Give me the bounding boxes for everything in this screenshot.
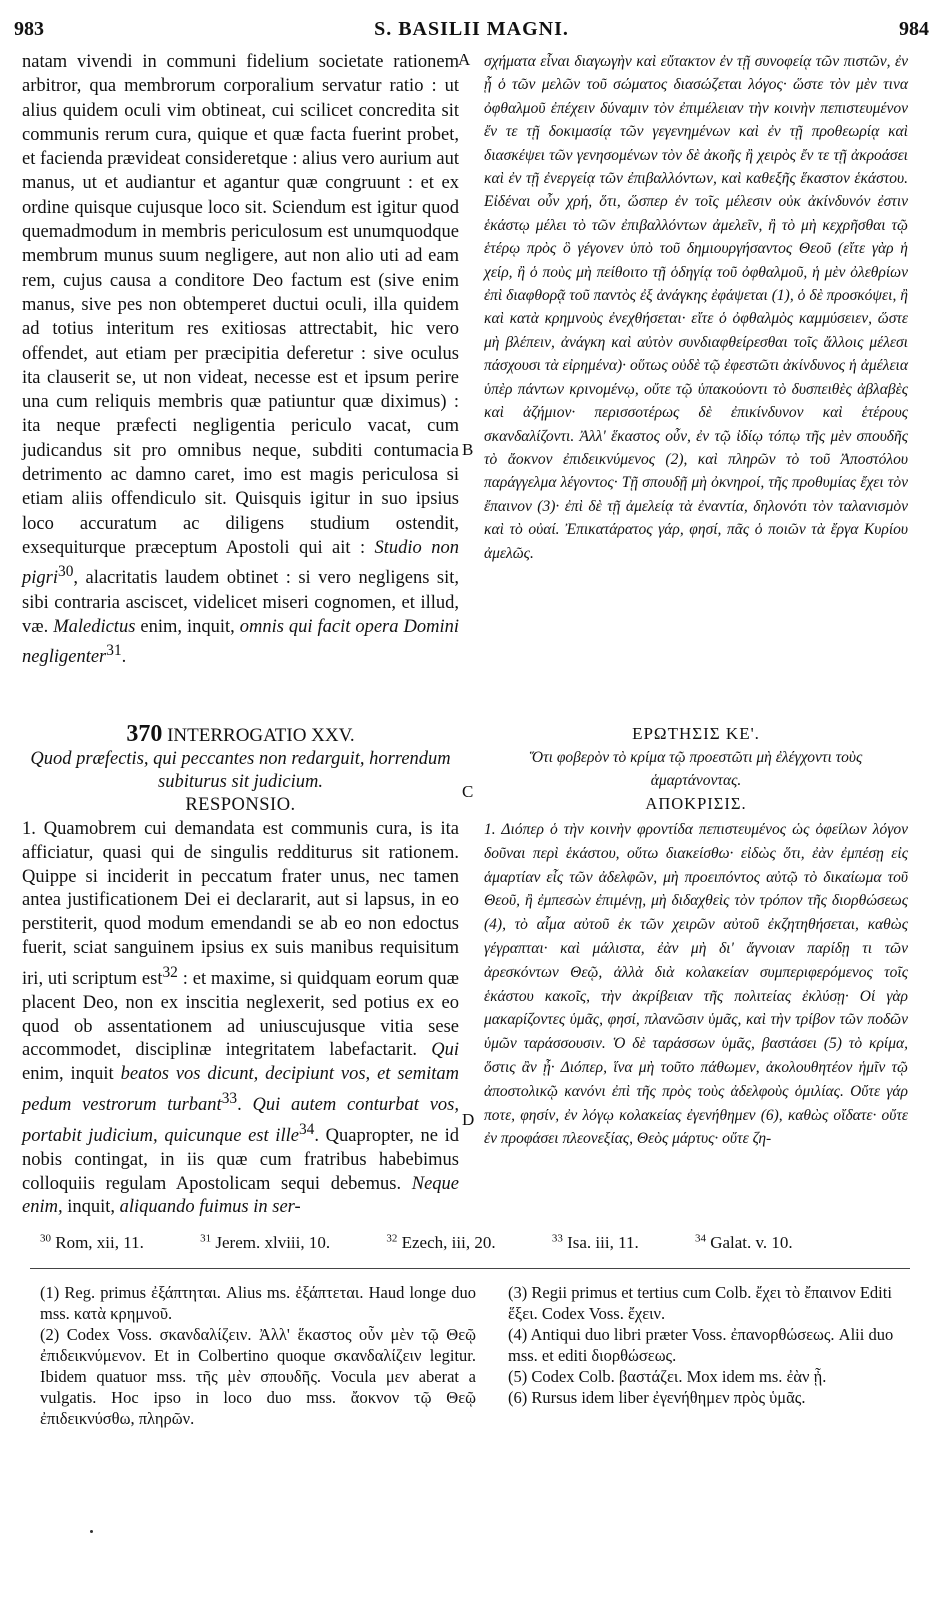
greek-body: [484, 818, 908, 1151]
greek-question-title: Ὅτι φοβερὸν τὸ κρίμα τῷ προεστῶτι μὴ ἐλέγχοντι τοὺς ἁμαρτάνοντας.: [529, 749, 863, 789]
running-title: S. BASILII MAGNI.: [374, 18, 569, 40]
stray-mark: [90, 1530, 93, 1533]
scripture-ref: $^{34}$ Galat. v. 10.: [694, 1232, 793, 1252]
margin-letter-b: B: [462, 440, 474, 459]
margin-letter-d: D: [462, 1110, 475, 1129]
footnote: (2) Codex Voss. σκανδαλίζειν. Ἀλλ' ἕκαστος οὖν μὲν τῷ Θεῷ ἐπιδεικνύμενον. Et in Colbertino quoque σκανδαλίζειν legitur. Ibidem quatuor mss. τῆς μὲν σπουδῆς. Vocula μεν aberat a vulgatis. Hoc ipso in loco duo mss. ἄοκνον τῷ Θεῷ ἐπιδεικνύσθω, πληρῶν.: [40, 1325, 476, 1428]
erotesis-label: ΕΡΩΤΗΣΙΣ ΚΕ'.: [632, 724, 760, 743]
footnote: (6) Rursus idem liber ἐγενήθημεν πρὸς ὑμᾶς.: [508, 1388, 806, 1407]
latin-paragraph-answer: 1. Quamobrem cui demandata est communis cura, is ita afficiatur, quasi qui de singulis redditurus sit rationem. Quippe si inciderit in peccatum frater unus, nec tamen antea justificationem Dei ei declararit, aut si lapsus, in eo perstiterit, quod modum emendandi se ab eo non edoctus fuerit, sciat sanguinem ipsius ex suis manibus requisitum iri, uti scriptum est$^{32}$ : et maxime, si quidquam eorum quæ placent Deo, non ex inscitia neglexerit, sed potius ex eo quod ob assentationem ad uniuscujusque vitia sese accommodet, disciplinæ integritatem labefactarit. Qui enim, inquit beatos vos dicunt, decipiunt vos, et semitam pedum vestrorum turbant$^{33}$. Qui autem conturbat vos, portabit judicium, quicunque est ille$^{34}$. Quapropter, ne id nobis contingat, in iis quæ cum fratribus habebimus colloquiis regulam Apostolicam sequi debemus. Neque enim, inquit, aliquando fuimus in ser-: [22, 819, 460, 1218]
footnote: (3) Regii primus et tertius cum Colb. ἔχει τὸ ἔπαινον Editi ἕξει. Codex Voss. ἔχειν.: [508, 1283, 892, 1323]
greek-paragraph-answer: 1. Διόπερ ὁ τὴν κοινὴν φροντίδα πεπιστευμένος ὡς ὀφείλων λόγον δοῦναι περὶ ἑκάστου, οὕτω διακείσθω· εἰδὼς ὅτι, ἐὰν ἐμπέσῃ εἰς ἁμαρτίαν εἷς τῶν ἀδελφῶν, μὴ προειπόντος αὐτῷ τὸ δικαίωμα τοῦ Θεοῦ, ἢ ἐμπεσὼν ἐπιμένῃ, μὴ διδαχθεὶς τὸν τρόπον τῆς διορθώσεως (4), τὸ αἷμα αὐτοῦ ἐκ τῶν χειρῶν αὐτοῦ ἐκζητηθήσεται, καθὼς γέγραπται· καὶ μάλιστα, ἐὰν μὴ δι' ἄγνοιαν παρίδῃ τι τῶν ἀρεσκόντων Θεῷ, ἀλλὰ διὰ κολακείαν συμπεριφερόμενος τοῖς ἑκάστου κακοῖς, τὴν ἀκρίβειαν τῆς πολιτείας ἐκλύσῃ· Οἱ γὰρ μακαρίζοντες ὑμᾶς, φησί, πλανῶσιν ὑμᾶς, καὶ τὴν τρίβον τῶν ποδῶν ὑμῶν ταράσσουσιν. Ὁ δὲ ταράσσων ὑμᾶς, βαστάσει (5) τὸ κρίμα, ὅστις ἂν ᾖ· Διόπερ, ἵνα μὴ τοῦτο πάθωμεν, ἀκολουθητέον ἡμῖν τῷ ἀποστολικῷ κανόνι ἐπὶ τῆς πρὸς τοὺς ἀδελφοὺς ὁμιλίας. Οὔτε γάρ ποτε, φησίν, ἐν λόγῳ κολακείας ἐγενήθημεν (6), καθὼς οἴδατε· οὔτε ἐν προφάσει πλεονεξίας, Θεὸς μάρτυς· οὔτε ζη-: [484, 821, 908, 1148]
column-number: 370: [126, 721, 163, 747]
responsio-label: RESPONSIO.: [185, 795, 296, 815]
scripture-references: [40, 1232, 910, 1253]
footnote: (1) Reg. primus ἐξάπτηται. Alius ms. ἐξάπτεται. Haud longe duo mss. κατὰ κρημνοῦ.: [40, 1283, 476, 1323]
latin-body: [22, 818, 459, 1220]
scripture-ref: $^{31}$ Jerem. xlviii, 10.: [200, 1232, 331, 1252]
greek-section-heading: [484, 722, 908, 815]
footnote: (4) Antiqui duo libri præter Voss. ἐπανορθώσεως. Alii duo mss. et editi διορθώσεως.: [508, 1325, 894, 1365]
scripture-ref: $^{33}$ Isa. iii, 11.: [551, 1232, 639, 1252]
interrogatio-label: INTERROGATIO XXV.: [167, 725, 355, 746]
latin-section-heading: [22, 722, 459, 817]
footnote-divider: [30, 1268, 910, 1269]
footnotes-right: [508, 1282, 918, 1408]
running-header: [14, 18, 929, 48]
page-number-right: 984: [899, 18, 929, 40]
greek-column-top: [484, 50, 908, 565]
greek-paragraph-top: σχήματα εἶναι διαγωγὴν καὶ εὔτακτον ἐν τῇ συνοφείᾳ τῶν πιστῶν, ἐν ᾗ ὁ τῶν μελῶν τοῦ σώματος διασώζεται λόγος· ὥστε τὸν μὲν τινα ὀφθαλμοῦ ἐπέχειν δύναμιν τὸν ἐπιμέλειαν τὴν κοινὴν πεπιστευμένον ἔν τε τῇ δοκιμασίᾳ τῶν γεγενημένων καὶ ἐν τῇ προθεωρίᾳ καὶ διασκέψει τῶν γενησομένων τὸν δὲ ἀκοῆς ἢ χειρὸς ἔν τε τῇ ἀκροάσει καὶ ἐν τῇ ἐνεργείᾳ τῶν ἐπιβαλλόντων, καὶ καθεξῆς ἕκαστον ἑκάστου. Εἰδέναι οὖν χρή, ὅτι, ὥσπερ ἐν τοῖς μέλεσιν οὐκ ἀκίνδυνόν ἐστιν ἑκάστῳ μέλει τὸ τῶν ἐπιβαλλόντων ἀμελεῖν, ἢ τὸ μὴ κεχρῆσθαι τῷ ἑτέρῳ πρὸς ὃ γέγονεν ὑπὸ τοῦ δημιουργήσαντος Θεοῦ (εἴτε γὰρ ἡ χείρ, ἢ ὁ ποὺς μὴ πείθοιτο τῇ ὁδηγίᾳ τοῦ ὀφθαλμοῦ, ἡ μὲν ὀλεθρίων ἐπὶ διαφθορᾷ τοῦ παντὸς ἐξ ἀνάγκης ἐφάψεται (1), ὁ δὲ προσκόψει, ἢ καὶ κατὰ κρημνοὺς ἐνεχθήσεται· εἴτε ὁ ὀφθαλμὸς καμμύσειεν, ὥστε μὴ βλέπειν, ἀνάγκη καὶ αὐτὸν συνδιαφθείρεσθαι τοῖς ἄλλοις μέλεσι πάσχουσι τὰ εἰρημένα)· οὕτως οὐδὲ τῷ ἐφεστῶτι ἀκίνδυνος ἡ ἀμέλεια ὑπὲρ πάντων κρινομένῳ, οὔτε τῷ ὑπακούοντι τὸ δυσπειθὲς ἀβλαβὲς καὶ ἀζήμιον· περισσοτέρως δὲ ἐπικίνδυνον καὶ ἑτέρους σκανδαλίζοντι. Ἀλλ' ἕκαστος οὖν, ἐν τῷ ἰδίῳ τόπῳ τῆς μὲν σπουδῆς τὸ ἄοκνον ἐπιδεικνύμενος (2), καὶ πληρῶν τὸ τοῦ Ἀποστόλου παράγγελμα λέγοντος· Τῇ σπουδῇ μὴ ὀκνηροί, τῆς προθυμίας ἔχει τὸν ἔπαινον (3)· ἐπὶ δὲ τῇ ἀμελείᾳ τὰ ἐναντία, δηλονότι τὸν ταλανισμὸν καὶ τὸ οὐαί. Ἐπικατάρατος γάρ, φησί, πᾶς ὁ ποιῶν τὰ ἔργα Κυρίου ἀμελῶς.: [484, 53, 908, 562]
apokrisis-label: ΑΠΟΚΡΙΣΙΣ.: [645, 794, 747, 813]
scripture-ref: $^{30}$ Rom, xii, 11.: [40, 1232, 144, 1252]
latin-paragraph-top: natam vivendi in communi fidelium societate rationem arbitror, qua membrorum corporalium servatur ratio : ut alius quidem oculi vim obtineat, cui scilicet concredita sit communis rerum cura, quique et quæ facta fuerint probet, et facienda prævideat consideretque : alius vero aurium aut manus, ut et audiantur et agantur quæ congruunt : et ex ordine quisque cujusque loco sit. Sciendum est igitur quod quemadmodum in membris periculosum est unumquodque membrum munus suum negligere, aut non alio uti ad eam rem, cujus causa a conditore Deo factum est (sive enim manus, sive pes non obtemperet ductui oculi, illa quidem ad totius interitum res exitiosas attrectabit, hic vero offendet, aut etiam per præcipitia deferetur : sive oculus ita clauserit se, ut non videat, necesse est et ipsum perire una cum reliquis membris quæ patiuntur quæ diximus) : ita neque præfecti negligentia periculo vacat, cum judicandus sit pro omnibus neque, subditi contumacia detrimento ac damno caret, imo est magis periculosa si etiam aliis offendiculo sit. Quisquis igitur in suo ipsius loco accuratum ac diligens studium ostendit, exsequiturque præceptum Apostoli qui ait : Studio non pigri$^{30}$, alacritatis laudem obtinet : si vero negligens sit, sibi contraria asciscet, videlicet miseri cognomen, et illud, væ. Maledictus enim, inquit, omnis qui facit opera Domini negligenter$^{31}$.: [22, 52, 459, 668]
footnotes-left: [40, 1282, 476, 1429]
latin-column-top: [22, 50, 459, 670]
margin-letter-a: A: [458, 50, 471, 69]
scripture-ref: $^{32}$ Ezech, iii, 20.: [386, 1232, 496, 1252]
latin-question-title: Quod præfectis, qui peccantes non redarguit, horrendum subiturus sit judicium.: [30, 749, 451, 792]
page-number-left: 983: [14, 18, 44, 40]
footnote: (5) Codex Colb. βαστάζει. Mox idem ms. ἐὰν ᾖ.: [508, 1367, 827, 1386]
margin-letter-c: C: [462, 782, 474, 801]
